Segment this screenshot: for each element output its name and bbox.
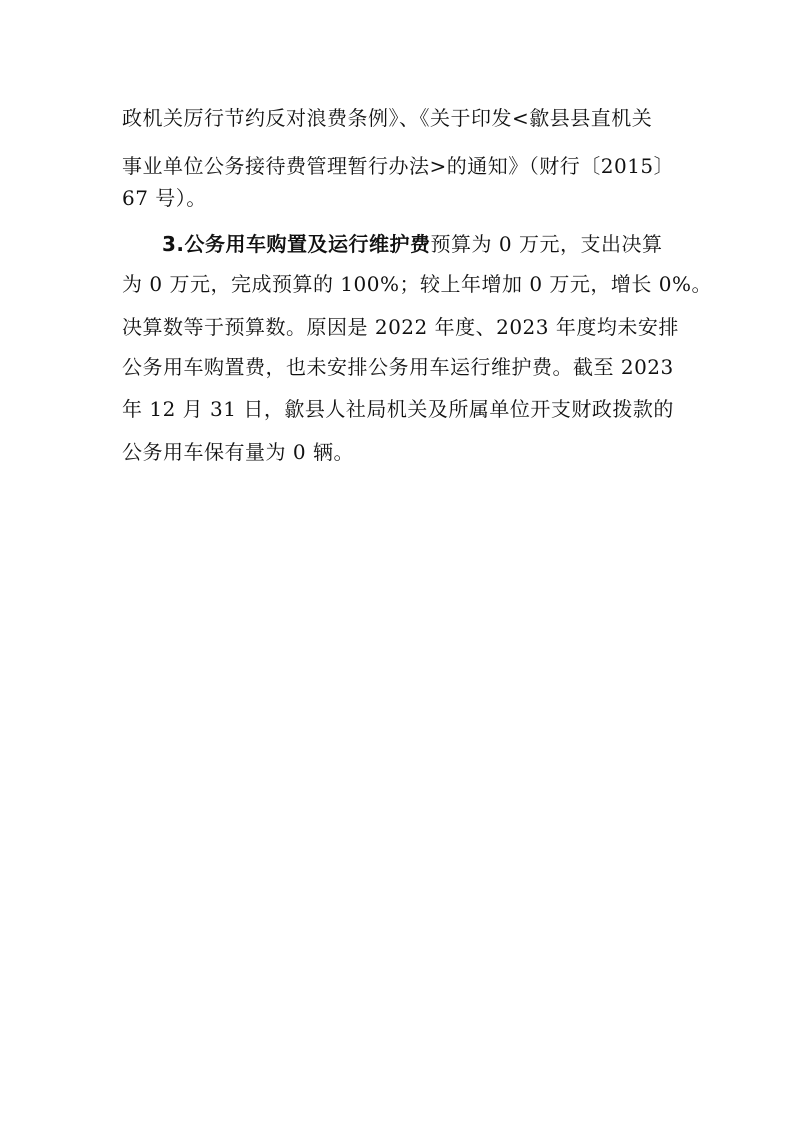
paragraph-line: 公务用车保有量为 0 辆。	[122, 440, 354, 464]
section-3-first-line	[162, 230, 682, 258]
paragraph-line: 67 号）。	[122, 186, 207, 210]
paragraph-line: 为 0 万元，完成预算的 100%；较上年增加 0 万元，增长 0%。	[122, 272, 712, 296]
paragraph-line: 政机关厉行节约反对浪费条例》、《关于印发<歙县县直机关	[122, 106, 653, 130]
paragraph-line: 年 12 月 31 日，歙县人社局机关及所属单位开支财政拨款的	[122, 397, 674, 421]
section-3-first-line-text: 预算为 0 万元，支出决算	[430, 232, 663, 256]
section-3-heading: 3.公务用车购置及运行维护费	[162, 232, 431, 256]
paragraph-line: 决算数等于预算数。原因是 2022 年度、2023 年度均未安排	[122, 315, 679, 339]
paragraph-line: 公务用车购置费，也未安排公务用车运行维护费。截至 2023	[122, 355, 674, 379]
paragraph-line: 事业单位公务接待费管理暂行办法>的通知》（财行〔2015〕	[122, 154, 675, 178]
